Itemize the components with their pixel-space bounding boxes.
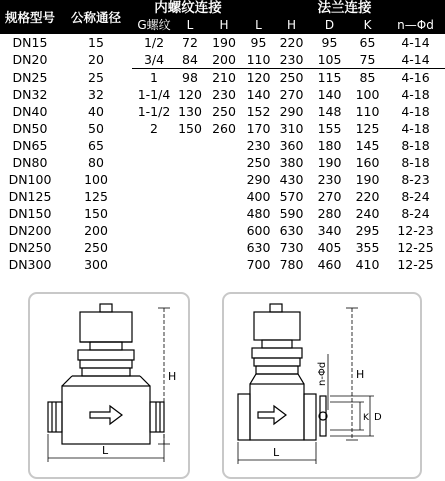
cell-flange-l: 700 (246, 257, 271, 272)
header-model: 规格型号 (4, 9, 55, 25)
dim-label-h: H (168, 370, 177, 383)
table-row (0, 137, 445, 154)
cell-thread-h (204, 154, 244, 171)
cell-thread-h (204, 137, 244, 154)
cell-model: DN125 (8, 189, 52, 204)
cell-flange-holes: 8-18 (401, 138, 430, 153)
cell-nominal: 250 (84, 240, 108, 255)
cell-flange-k: 125 (355, 121, 380, 136)
cell-g-thread: 1 (150, 70, 158, 85)
cell-flange-h: 430 (279, 172, 304, 187)
cell-flange-holes: 8-23 (401, 172, 430, 187)
cell-flange-d: 460 (317, 257, 342, 272)
cell-model: DN200 (8, 223, 52, 238)
cell-flange-d: 270 (317, 189, 342, 204)
cell-flange-l: 120 (246, 70, 271, 85)
cell-flange-h: 220 (279, 35, 304, 50)
cell-thread-l: 84 (176, 51, 204, 69)
cell-g-thread: 1/2 (143, 35, 165, 50)
cell-flange-holes: 4-18 (401, 87, 430, 102)
table-row (0, 69, 445, 87)
cell-thread-h: 190 (212, 35, 236, 50)
cell-model: DN50 (12, 121, 48, 136)
cell-flange-h: 310 (279, 121, 304, 136)
cell-flange-k: 295 (355, 223, 380, 238)
cell-thread-h: 250 (212, 104, 236, 119)
threaded-valve-drawing (30, 294, 188, 477)
cell-flange-k: 240 (355, 206, 380, 221)
cell-flange-d: 230 (317, 172, 342, 187)
cell-model: DN32 (12, 87, 48, 102)
cell-flange-holes: 12-25 (397, 257, 434, 272)
table-row (0, 51, 445, 69)
cell-flange-k: 145 (355, 138, 380, 153)
header-flange-k: K (363, 18, 372, 32)
cell-flange-d: 105 (310, 51, 349, 69)
cell-thread-l (176, 137, 204, 154)
cell-thread-l (176, 205, 204, 222)
cell-flange-k: 355 (355, 240, 380, 255)
table-row (0, 171, 445, 188)
cell-flange-h: 290 (279, 104, 304, 119)
cell-thread-l (176, 256, 204, 273)
cell-flange-l: 480 (246, 206, 271, 221)
table-row (0, 120, 445, 137)
cell-model: DN150 (8, 206, 52, 221)
cell-thread-h (204, 239, 244, 256)
cell-model: DN15 (12, 35, 48, 50)
cell-flange-holes: 8-24 (401, 206, 430, 221)
outlet-flange-shape (304, 394, 316, 440)
cell-flange-h: 570 (279, 189, 304, 204)
cell-model: DN80 (12, 155, 48, 170)
flow-arrow-icon (90, 406, 122, 424)
cell-model: DN40 (12, 104, 48, 119)
cell-flange-holes: 4-18 (401, 121, 430, 136)
cell-nominal: 100 (84, 172, 108, 187)
cell-nominal: 80 (88, 155, 104, 170)
diagram-area (0, 288, 445, 481)
cell-flange-l: 170 (246, 121, 271, 136)
cell-thread-l (176, 188, 204, 205)
flanged-valve-diagram (222, 292, 422, 479)
dim-label-h: H (356, 368, 365, 381)
cell-flange-l: 230 (246, 138, 271, 153)
cell-g-thread (132, 222, 176, 239)
cell-nominal: 50 (88, 121, 104, 136)
cell-thread-h: 200 (204, 51, 244, 69)
cell-thread-l: 130 (178, 104, 202, 119)
header-thread-l: L (186, 18, 194, 32)
cell-thread-h (204, 171, 244, 188)
cell-thread-h (204, 188, 244, 205)
inlet-flange-shape (238, 394, 250, 440)
cell-flange-h: 380 (279, 155, 304, 170)
cell-flange-l: 290 (246, 172, 271, 187)
table-row (0, 34, 445, 51)
header-flange-h: H (286, 18, 297, 32)
cell-flange-k: 190 (355, 172, 380, 187)
header-flange-l: L (255, 18, 262, 32)
cell-flange-l: 630 (246, 240, 271, 255)
cell-flange-d: 148 (317, 104, 342, 119)
dim-label-nd: n-Φd (317, 361, 328, 386)
cell-flange-h: 630 (279, 223, 304, 238)
table-row (0, 256, 445, 273)
cell-g-thread: 3/4 (132, 51, 176, 69)
dim-label-d: D (374, 412, 382, 423)
cell-nominal: 150 (84, 206, 108, 221)
cell-flange-l: 600 (246, 223, 271, 238)
cell-flange-holes: 4-14 (386, 51, 445, 69)
table-row (0, 154, 445, 171)
cell-flange-d: 115 (317, 70, 342, 85)
cell-flange-holes: 4-18 (401, 104, 430, 119)
cell-g-thread (132, 137, 176, 154)
cell-g-thread (132, 239, 176, 256)
cell-nominal: 125 (84, 189, 108, 204)
cell-flange-k: 160 (355, 155, 380, 170)
cell-flange-l: 152 (246, 104, 271, 119)
cell-nominal: 20 (88, 52, 104, 68)
cell-g-thread: 1-1/4 (137, 87, 171, 102)
spec-table-body (0, 34, 445, 273)
header-flange-holes: n—Φd (397, 18, 434, 32)
cell-thread-l: 120 (178, 87, 202, 102)
cell-model: DN25 (12, 69, 48, 85)
cell-thread-l (176, 171, 204, 188)
cell-flange-l: 250 (246, 155, 271, 170)
cell-model: DN65 (12, 138, 48, 153)
cell-thread-l: 98 (182, 70, 198, 85)
cell-thread-l (176, 239, 204, 256)
cell-flange-l: 110 (244, 51, 273, 69)
cell-flange-h: 730 (279, 240, 304, 255)
table-row (0, 188, 445, 205)
cell-nominal: 25 (88, 69, 104, 85)
flow-arrow-icon (258, 406, 286, 424)
table-row (0, 239, 445, 256)
cell-g-thread (132, 205, 176, 222)
cell-nominal: 15 (88, 35, 104, 50)
dim-label-k: K (363, 413, 369, 423)
dim-label-l: L (273, 446, 280, 459)
cell-nominal: 300 (84, 257, 108, 272)
cell-flange-k: 110 (355, 104, 380, 119)
cell-flange-d: 180 (317, 138, 342, 153)
cell-model: DN20 (12, 52, 48, 68)
cell-flange-holes: 12-25 (397, 240, 434, 255)
cell-flange-holes: 8-18 (401, 155, 430, 170)
cell-thread-h: 260 (212, 121, 236, 136)
cell-flange-d: 340 (317, 223, 342, 238)
cell-flange-k: 410 (355, 257, 380, 272)
cell-thread-h (204, 205, 244, 222)
cell-flange-l: 400 (246, 189, 271, 204)
header-thread-h: H (219, 18, 229, 32)
table-row (0, 222, 445, 239)
table-row (0, 86, 445, 103)
cell-model: DN300 (8, 257, 52, 272)
cell-flange-h: 250 (279, 70, 304, 85)
cell-thread-h (204, 256, 244, 273)
cell-flange-l: 140 (246, 87, 271, 102)
threaded-valve-diagram (28, 292, 190, 479)
header-g-thread: G螺纹 (137, 18, 171, 32)
cell-flange-holes: 8-24 (401, 189, 430, 204)
cell-flange-h: 230 (273, 51, 310, 69)
dim-label-l: L (102, 444, 109, 457)
cell-flange-d: 280 (317, 206, 342, 221)
header-nominal-diameter: 公称通径 (70, 9, 121, 25)
cell-thread-l: 72 (182, 35, 198, 50)
cell-nominal: 40 (88, 104, 104, 119)
header-thread-group: 内螺纹连接 (154, 0, 222, 16)
cell-thread-l (176, 154, 204, 171)
cell-flange-d: 155 (317, 121, 342, 136)
table-row (0, 103, 445, 120)
cell-thread-l: 150 (178, 121, 202, 136)
cell-flange-k: 220 (355, 189, 380, 204)
cell-g-thread (132, 171, 176, 188)
cell-thread-h: 230 (212, 87, 236, 102)
cell-model: DN100 (8, 172, 52, 187)
cell-flange-k: 75 (349, 51, 386, 69)
cell-flange-d: 140 (317, 87, 342, 102)
cell-nominal: 200 (84, 223, 108, 238)
cell-g-thread (132, 188, 176, 205)
cell-flange-l: 95 (250, 35, 267, 50)
header-row-groups (0, 0, 445, 17)
cell-thread-l (176, 222, 204, 239)
cell-nominal: 32 (88, 87, 104, 102)
header-flange-d: D (324, 18, 335, 32)
coil-housing-shape (80, 312, 132, 342)
flanged-valve-drawing (224, 294, 420, 477)
cell-model: DN250 (8, 240, 52, 255)
cell-g-thread: 2 (150, 121, 158, 136)
cell-flange-h: 270 (279, 87, 304, 102)
cell-flange-h: 360 (279, 138, 304, 153)
cell-g-thread: 1-1/2 (137, 104, 171, 119)
header-flange-group: 法兰连接 (317, 0, 372, 16)
cell-g-thread (132, 256, 176, 273)
cell-flange-h: 590 (279, 206, 304, 221)
cell-nominal: 65 (88, 138, 104, 153)
coil-housing-shape (254, 312, 300, 340)
cell-flange-d: 405 (317, 240, 342, 255)
cell-flange-holes: 12-23 (397, 223, 434, 238)
cell-flange-k: 65 (359, 35, 376, 50)
cell-flange-k: 85 (359, 70, 376, 85)
valve-body-shape (62, 386, 150, 444)
cell-thread-h: 210 (212, 70, 236, 85)
table-row (0, 205, 445, 222)
cell-thread-h (204, 222, 244, 239)
cell-flange-h: 780 (279, 257, 304, 272)
cell-flange-d: 190 (317, 155, 342, 170)
cell-flange-holes: 4-16 (401, 70, 430, 85)
cell-flange-holes: 4-14 (401, 35, 430, 50)
cell-g-thread (132, 154, 176, 171)
cell-flange-k: 100 (355, 87, 380, 102)
cell-flange-d: 95 (321, 35, 338, 50)
